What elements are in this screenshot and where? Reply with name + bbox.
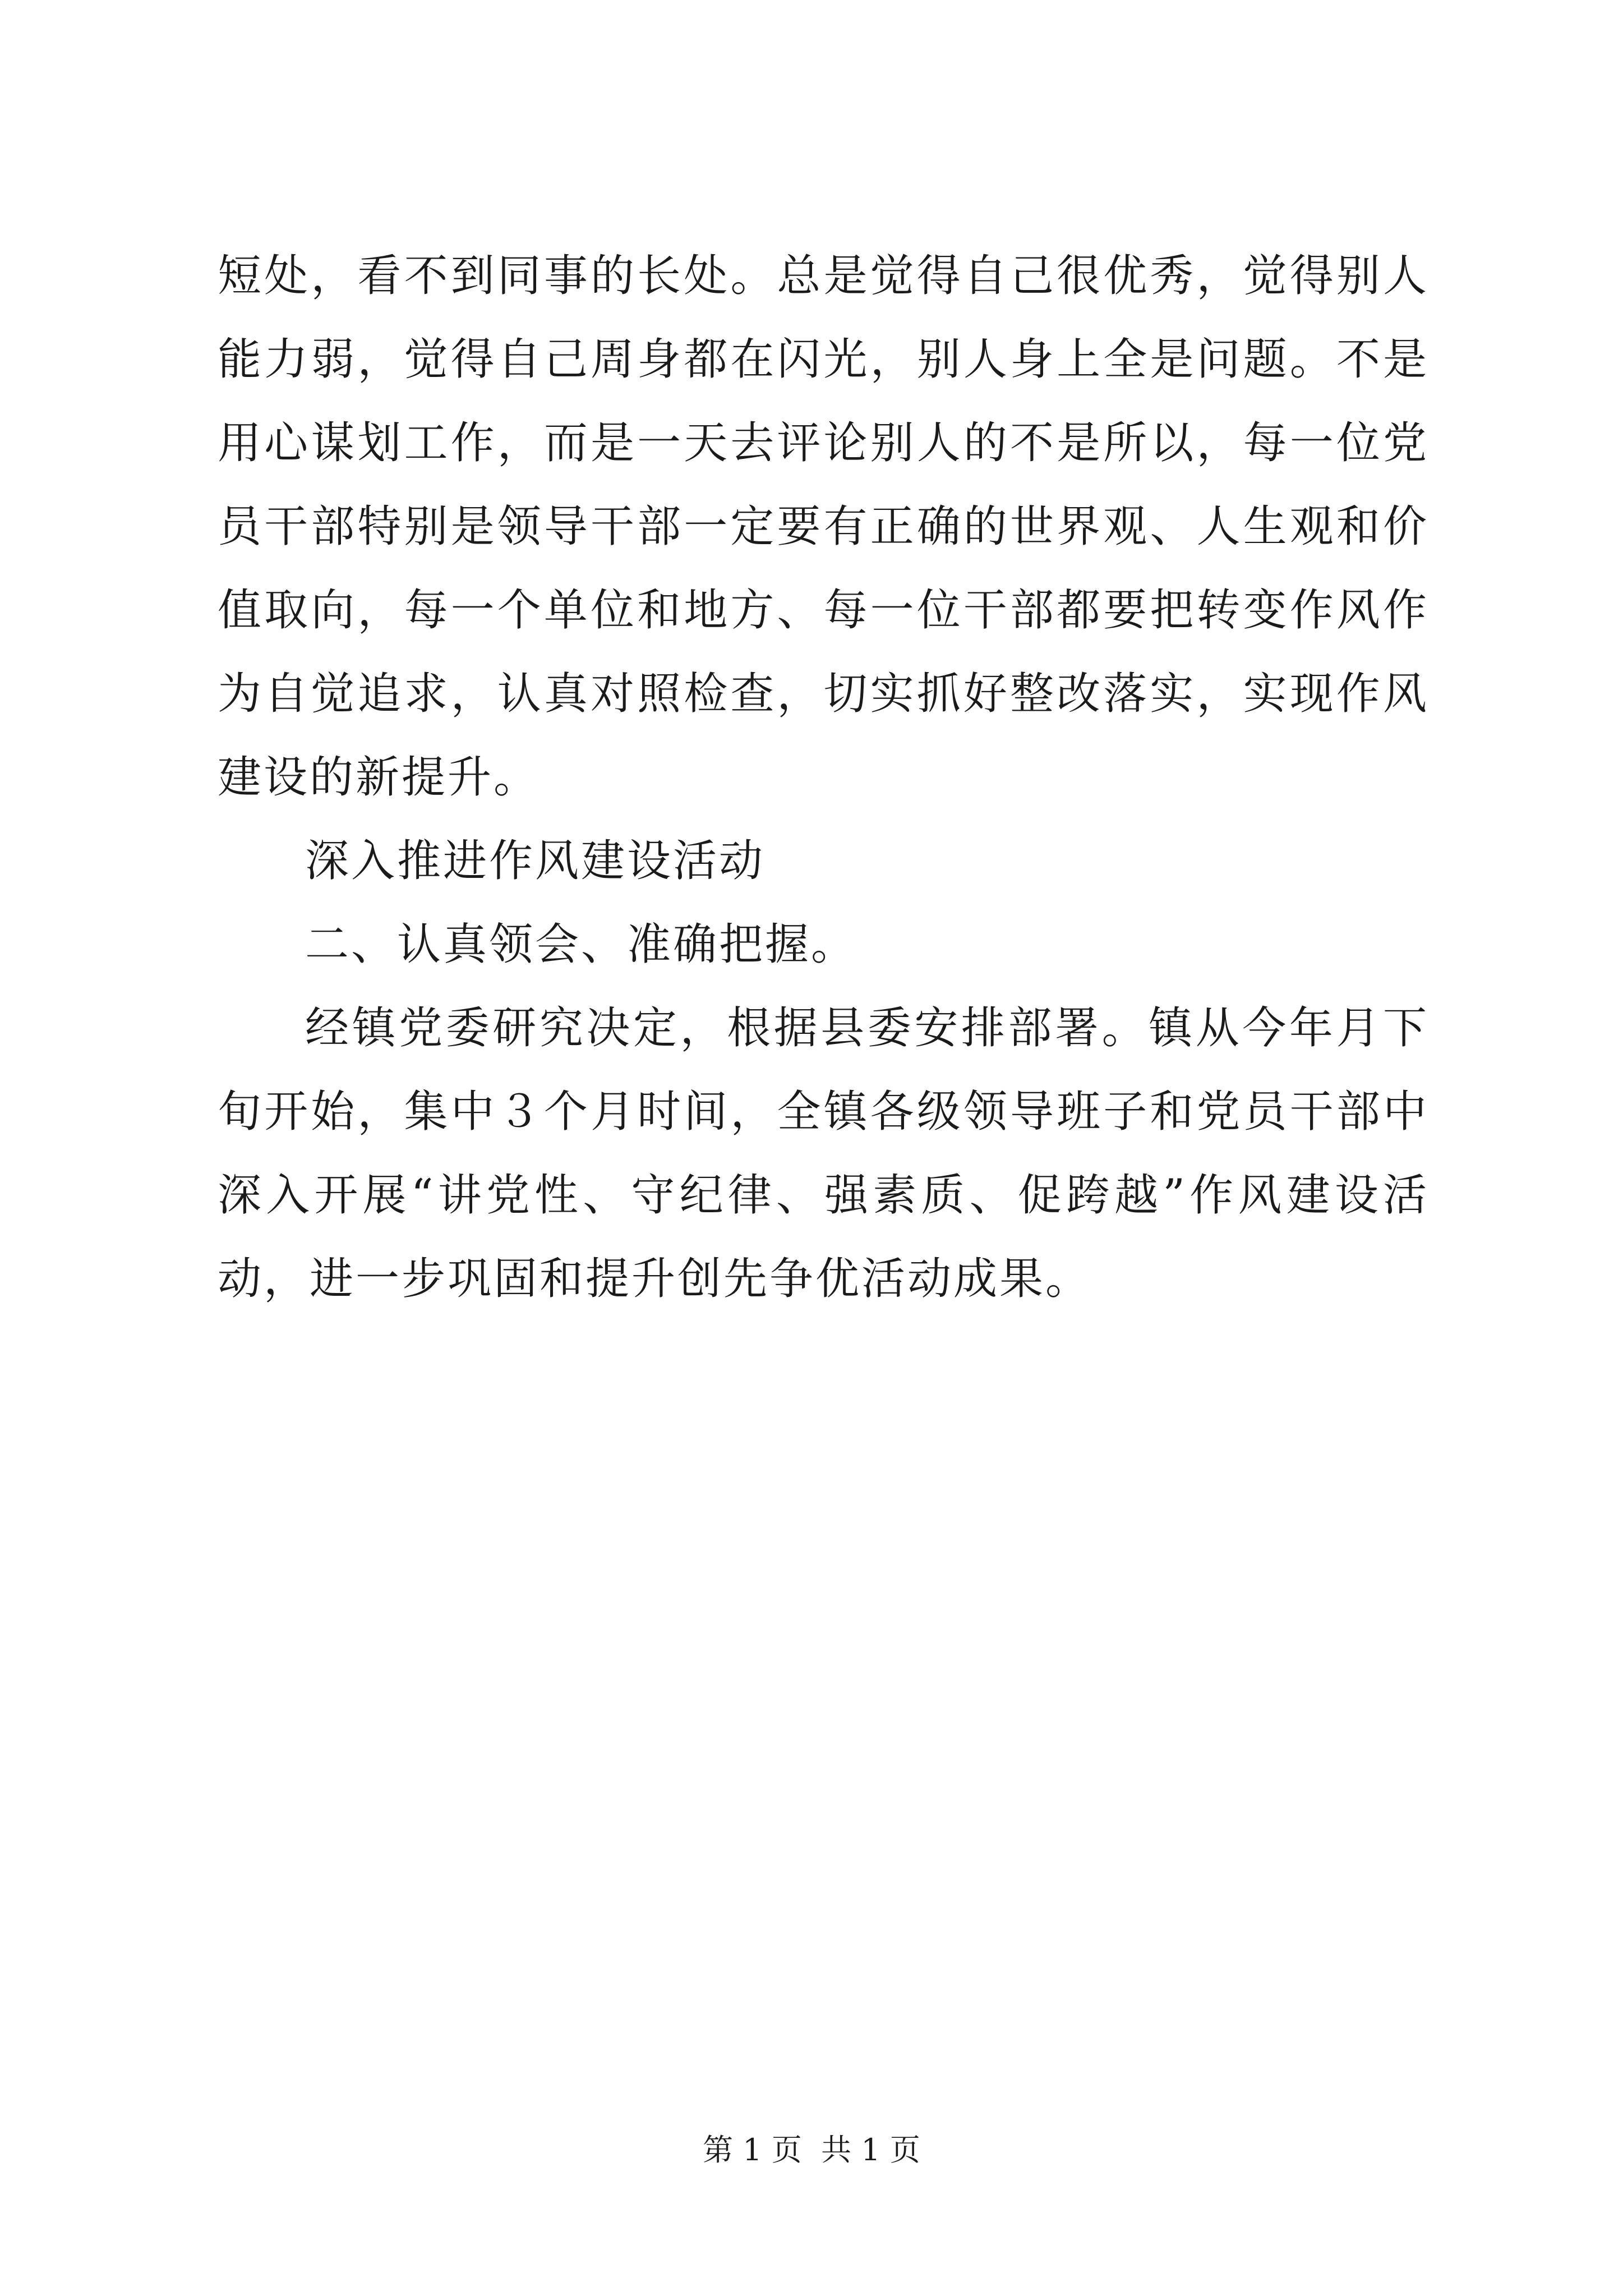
paragraph-section-two: 二、认真领会、准确把握。 (305, 919, 857, 970)
document-body (218, 234, 1429, 1321)
page-footer: 第 1 页 共 1 页 (703, 2132, 920, 2168)
paragraph-decision: 经镇党委研究决定，根据县委安排部署。镇从今年月下旬开始，集中３个月时间，全镇各级领导班子和党员干部中深入开展“讲党性、守纪律、强素质、促跨越”作风建设活动，进一步巩固和提升创先争优活动成果。 (218, 1003, 1429, 1304)
paragraph-continuation: 短处，看不到同事的长处。总是觉得自己很优秀，觉得别人能力弱，觉得自己周身都在闪光，别人身上全是问题。不是用心谋划工作，而是一天去评论别人的不是所以，每一位党员干部特别是领导干部一定要有正确的世界观、人生观和价值取向，每一个单位和地方、每一位干部都要把转变作风作为自觉追求，认真对照检查，切实抓好整改落实，实现作风建设的新提升。 (218, 251, 1429, 803)
paragraph-heading-activity: 深入推进作风建设活动 (305, 836, 766, 886)
